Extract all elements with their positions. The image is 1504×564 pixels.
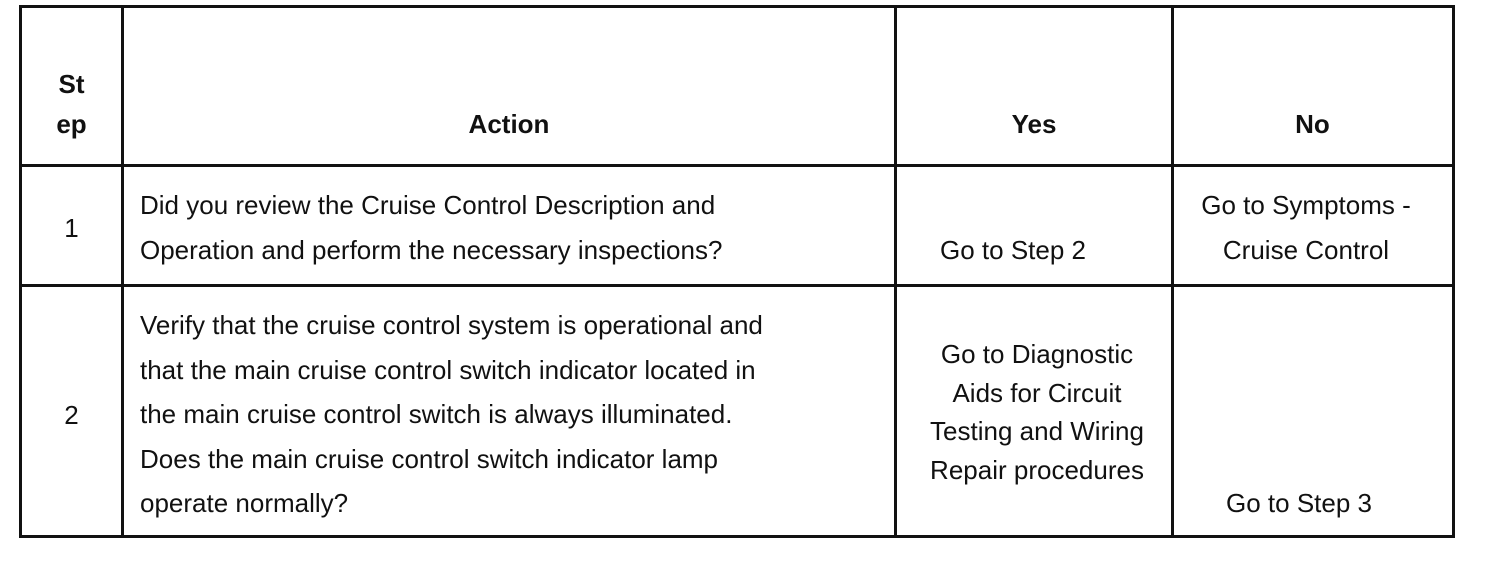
row1-action: Did you review the Cruise Control Description and Operation and perform the necessary inspections? — [140, 190, 723, 265]
row-divider — [22, 284, 1452, 287]
row2-yes: Go to Diagnostic Aids for Circuit Testing and Wiring Repair procedures — [930, 339, 1144, 485]
row-divider — [22, 164, 1452, 167]
row1-yes: Go to Step 2 — [940, 235, 1086, 265]
row2-no: Go to Step 3 — [1226, 488, 1372, 518]
row2-action: Verify that the cruise control system is operational and that the main cruise control switch indicator located in the main cruise control switch is always illuminated. Does the main cruise control switch indicator lamp operate normally? — [140, 310, 763, 518]
column-divider — [121, 8, 124, 535]
header-no: No — [1295, 109, 1330, 139]
row1-step: 1 — [64, 213, 79, 243]
row2-step: 2 — [64, 400, 79, 430]
diagnostic-table — [19, 5, 1455, 538]
header-step-line2: ep — [56, 109, 87, 139]
header-step-line1: St — [58, 69, 85, 99]
header-step — [22, 64, 121, 144]
header-action: Action — [468, 109, 550, 139]
row1-no: Go to Symptoms - Cruise Control — [1201, 190, 1411, 265]
header-yes: Yes — [1011, 109, 1057, 139]
